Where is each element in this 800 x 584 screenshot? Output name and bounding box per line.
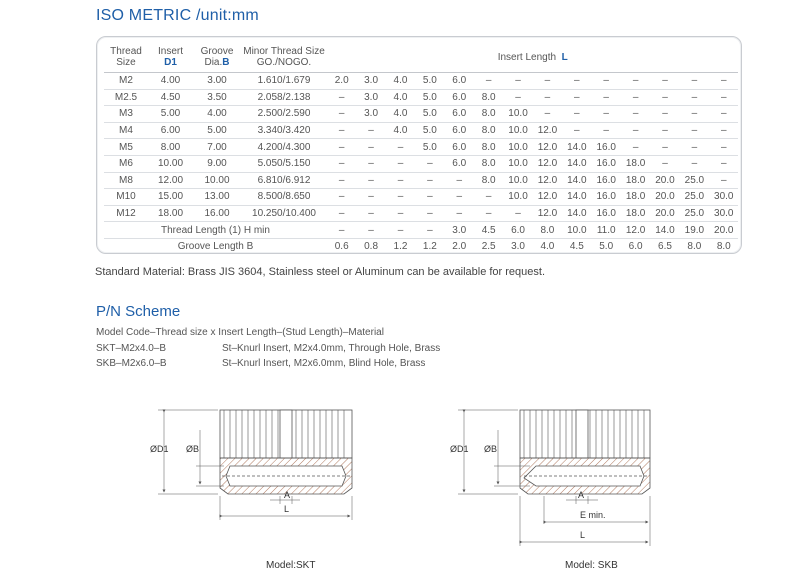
table-cell: 2.0: [327, 73, 356, 90]
example-desc-2: St–Knurl Insert, M2x6.0mm, Blind Hole, Brass: [222, 358, 426, 369]
table-cell: 4.0: [386, 73, 415, 90]
table-cell: –: [415, 222, 444, 239]
skb-d1-label: ØD1: [450, 444, 469, 454]
table-cell: –: [680, 73, 709, 90]
table-cell: 6.0: [503, 222, 532, 239]
table-cell: –: [650, 122, 679, 139]
table-cell: –: [415, 155, 444, 172]
table-cell: 5.00: [148, 106, 193, 123]
example-desc-1: St–Knurl Insert, M2x4.0mm, Through Hole, Brass: [222, 343, 441, 354]
header-thread-size: Thread Size: [104, 42, 148, 73]
table-cell: 5.0: [415, 106, 444, 123]
table-cell: 14.0: [562, 172, 591, 189]
table-cell: 20.0: [709, 222, 738, 239]
table-cell: 14.0: [562, 139, 591, 156]
table-cell: 25.0: [680, 205, 709, 222]
table-cell: –: [503, 89, 532, 106]
header-insert-length: Insert Length L: [327, 42, 738, 73]
table-cell: 18.0: [621, 172, 650, 189]
table-cell: –: [680, 89, 709, 106]
table-cell: –: [474, 73, 503, 90]
table-cell: 4.0: [386, 106, 415, 123]
table-cell: 18.0: [621, 205, 650, 222]
table-cell: –: [327, 155, 356, 172]
table-cell: –: [356, 222, 385, 239]
skt-d1-label: ØD1: [150, 444, 169, 454]
table-cell: 6.0: [445, 139, 474, 156]
table-cell: M2: [104, 73, 148, 90]
skt-b-label: ØB: [186, 444, 200, 454]
table-cell: –: [621, 89, 650, 106]
table-cell: 14.0: [562, 189, 591, 206]
table-cell: –: [650, 106, 679, 123]
example-code-2: SKB–M2x6.0–B: [96, 358, 167, 369]
table-cell: 8.0: [474, 172, 503, 189]
header-minor-thread: Minor Thread Size GO./NOGO.: [241, 42, 327, 73]
table-cell: –: [445, 172, 474, 189]
pn-scheme-title: P/N Scheme: [96, 303, 181, 320]
table-cell: 6.0: [445, 122, 474, 139]
table-cell: –: [709, 106, 738, 123]
table-cell: 0.6: [334, 241, 349, 253]
table-cell: –: [327, 89, 356, 106]
table-cell: 7.00: [193, 139, 241, 156]
table-cell: M12: [104, 205, 148, 222]
table-cell: –: [680, 122, 709, 139]
table-cell: 16.0: [592, 139, 621, 156]
table-cell: 6.00: [148, 122, 193, 139]
skb-b-label: ØB: [484, 444, 498, 454]
table-cell: 9.00: [193, 155, 241, 172]
table-cell: 10.00: [193, 172, 241, 189]
table-cell: –: [386, 139, 415, 156]
table-cell: –: [415, 205, 444, 222]
table-cell: 4.0: [540, 241, 555, 253]
table-cell: 10.0: [562, 222, 591, 239]
table-cell: 6.0: [445, 73, 474, 90]
table-cell: 12.0: [533, 155, 562, 172]
table-cell: 20.0: [650, 189, 679, 206]
table-cell: 6.0: [445, 155, 474, 172]
table-cell: 10.0: [503, 155, 532, 172]
table-cell: 30.0: [709, 189, 738, 206]
table-cell: 14.0: [562, 155, 591, 172]
table-cell: 3.0: [356, 73, 385, 90]
table-cell: 4.00: [193, 106, 241, 123]
table-cell: 3.0: [511, 241, 525, 253]
table-cell: –: [533, 73, 562, 90]
table-cell: 12.00: [148, 172, 193, 189]
table-cell: 10.0: [503, 172, 532, 189]
skb-e-label: E min.: [580, 510, 606, 520]
table-cell: 8.0: [474, 155, 503, 172]
table-cell: –: [680, 106, 709, 123]
table-cell: 10.0: [503, 139, 532, 156]
table-cell: –: [327, 189, 356, 206]
table-cell: 12.0: [533, 172, 562, 189]
table-cell: M2.5: [104, 89, 148, 106]
table-cell: –: [592, 106, 621, 123]
table-cell: –: [356, 172, 385, 189]
groove-length-row-label: Groove Length B: [177, 241, 254, 253]
table-cell: –: [709, 89, 738, 106]
table-cell: –: [503, 205, 532, 222]
table-cell: 25.0: [680, 189, 709, 206]
table-cell: –: [356, 205, 385, 222]
table-cell: 8.0: [474, 89, 503, 106]
table-cell: 1.2: [393, 241, 408, 253]
table-cell: 5.0: [415, 139, 444, 156]
table-cell: –: [415, 189, 444, 206]
skt-drawing: [158, 410, 352, 520]
table-cell: 10.250/10.400: [241, 205, 327, 222]
table-cell: 4.200/4.300: [241, 139, 327, 156]
table-cell: 5.0: [415, 73, 444, 90]
table-cell: 16.0: [592, 205, 621, 222]
table-cell: 20.0: [650, 205, 679, 222]
table-cell: 3.00: [193, 73, 241, 90]
table-cell: –: [445, 205, 474, 222]
table-cell: –: [327, 172, 356, 189]
table-cell: 4.5: [569, 241, 584, 253]
table-cell: 30.0: [709, 205, 738, 222]
table-cell: 18.0: [621, 189, 650, 206]
table-cell: 4.50: [148, 89, 193, 106]
table-cell: 6.5: [658, 241, 672, 253]
table-cell: –: [709, 73, 738, 90]
table-cell: –: [650, 139, 679, 156]
table-cell: –: [562, 89, 591, 106]
table-cell: –: [650, 155, 679, 172]
table-cell: 14.0: [650, 222, 679, 239]
table-cell: 8.00: [148, 139, 193, 156]
table-cell: –: [356, 189, 385, 206]
table-cell: 10.0: [503, 106, 532, 123]
table-cell: –: [562, 73, 591, 90]
model-skb-label: Model: SKB: [565, 560, 618, 571]
table-cell: –: [327, 139, 356, 156]
table-cell: 3.0: [356, 89, 385, 106]
table-cell: 18.0: [621, 155, 650, 172]
table-cell: 16.0: [592, 189, 621, 206]
table-cell: 15.00: [148, 189, 193, 206]
table-cell: 12.0: [621, 222, 650, 239]
table-cell: 5.00: [193, 122, 241, 139]
table-cell: 12.0: [533, 205, 562, 222]
table-cell: 8.0: [716, 241, 731, 253]
table-cell: 3.50: [193, 89, 241, 106]
table-cell: –: [415, 172, 444, 189]
skt-a-label: A: [284, 490, 291, 500]
table-cell: 5.0: [415, 122, 444, 139]
table-cell: –: [592, 89, 621, 106]
table-cell: 5.0: [599, 241, 614, 253]
table-cell: –: [562, 122, 591, 139]
header-insert: Insert D1: [148, 42, 193, 73]
table-cell: 5.050/5.150: [241, 155, 327, 172]
skb-drawing: [458, 410, 650, 546]
table-cell: 8.0: [533, 222, 562, 239]
table-cell: –: [650, 73, 679, 90]
table-cell: 4.5: [474, 222, 503, 239]
table-cell: 11.0: [592, 222, 621, 239]
table-cell: –: [533, 89, 562, 106]
table-cell: 20.0: [650, 172, 679, 189]
table-cell: –: [709, 155, 738, 172]
table-cell: 16.00: [193, 205, 241, 222]
table-cell: M6: [104, 155, 148, 172]
table-cell: 8.0: [474, 139, 503, 156]
table-cell: 19.0: [680, 222, 709, 239]
thread-length-row-label: Thread Length (1) H min: [104, 222, 327, 239]
table-cell: –: [592, 122, 621, 139]
table-cell: 6.0: [445, 89, 474, 106]
table-cell: 0.8: [364, 241, 379, 253]
table-cell: –: [327, 122, 356, 139]
table-cell: –: [386, 222, 415, 239]
table-cell: –: [386, 205, 415, 222]
table-cell: 2.058/2.138: [241, 89, 327, 106]
table-cell: 2.500/2.590: [241, 106, 327, 123]
table-cell: 25.0: [680, 172, 709, 189]
table-cell: 6.0: [445, 106, 474, 123]
table-cell: –: [709, 172, 738, 189]
table-cell: 12.0: [533, 122, 562, 139]
table-cell: 1.2: [422, 241, 437, 253]
table-cell: 6.810/6.912: [241, 172, 327, 189]
table-cell: 13.00: [193, 189, 241, 206]
table-cell: M5: [104, 139, 148, 156]
table-cell: 3.340/3.420: [241, 122, 327, 139]
table-cell: –: [386, 155, 415, 172]
table-cell: 8.500/8.650: [241, 189, 327, 206]
table-cell: M10: [104, 189, 148, 206]
table-cell: 18.00: [148, 205, 193, 222]
table-cell: 4.00: [148, 73, 193, 90]
table-cell: –: [709, 122, 738, 139]
model-skt-label: Model:SKT: [266, 560, 316, 571]
table-cell: –: [327, 205, 356, 222]
example-code-1: SKT–M2x4.0–B: [96, 343, 167, 354]
table-cell: 8.0: [474, 122, 503, 139]
table-cell: –: [503, 73, 532, 90]
table-cell: –: [356, 155, 385, 172]
table-cell: –: [474, 205, 503, 222]
table-cell: 16.0: [592, 172, 621, 189]
table-cell: 16.0: [592, 155, 621, 172]
page-title: ISO METRIC /unit:mm: [96, 7, 259, 24]
table-cell: 3.0: [356, 106, 385, 123]
table-cell: –: [592, 73, 621, 90]
table-cell: –: [621, 139, 650, 156]
table-cell: 3.0: [445, 222, 474, 239]
table-cell: –: [445, 189, 474, 206]
table-cell: M3: [104, 106, 148, 123]
table-cell: 10.0: [503, 122, 532, 139]
table-cell: –: [709, 139, 738, 156]
table-cell: 2.0: [452, 241, 467, 253]
table-cell: –: [621, 73, 650, 90]
table-cell: M8: [104, 172, 148, 189]
table-cell: 4.0: [386, 122, 415, 139]
table-cell: 12.0: [533, 139, 562, 156]
table-cell: 1.610/1.679: [241, 73, 327, 90]
table-cell: –: [474, 189, 503, 206]
table-cell: 8.0: [474, 106, 503, 123]
model-code-line: Model Code–Thread size x Insert Length–(Stud Length)–Material: [96, 327, 384, 338]
skb-a-label: A: [578, 490, 585, 500]
table-cell: –: [386, 189, 415, 206]
table-cell: –: [386, 172, 415, 189]
material-note: Standard Material: Brass JIS 3604, Stainless steel or Aluminum can be available for request.: [95, 266, 546, 278]
table-cell: –: [356, 122, 385, 139]
table-cell: 10.00: [148, 155, 193, 172]
table-cell: –: [327, 222, 356, 239]
table-cell: –: [621, 122, 650, 139]
table-cell: –: [356, 139, 385, 156]
table-cell: –: [562, 106, 591, 123]
table-cell: –: [533, 106, 562, 123]
table-cell: –: [650, 89, 679, 106]
table-cell: 12.0: [533, 189, 562, 206]
skb-l-label: L: [580, 530, 586, 540]
header-groove: Groove Dia.B: [193, 42, 241, 73]
table-cell: 14.0: [562, 205, 591, 222]
table-cell: 6.0: [628, 241, 643, 253]
table-cell: 10.0: [503, 189, 532, 206]
table-cell: –: [680, 155, 709, 172]
table-cell: –: [680, 139, 709, 156]
table-cell: 2.5: [481, 241, 496, 253]
table-cell: 5.0: [415, 89, 444, 106]
table-cell: M4: [104, 122, 148, 139]
table-cell: 4.0: [386, 89, 415, 106]
skt-l-label: L: [284, 504, 290, 514]
table-cell: –: [621, 106, 650, 123]
table-cell: –: [327, 106, 356, 123]
table-cell: 8.0: [687, 241, 702, 253]
